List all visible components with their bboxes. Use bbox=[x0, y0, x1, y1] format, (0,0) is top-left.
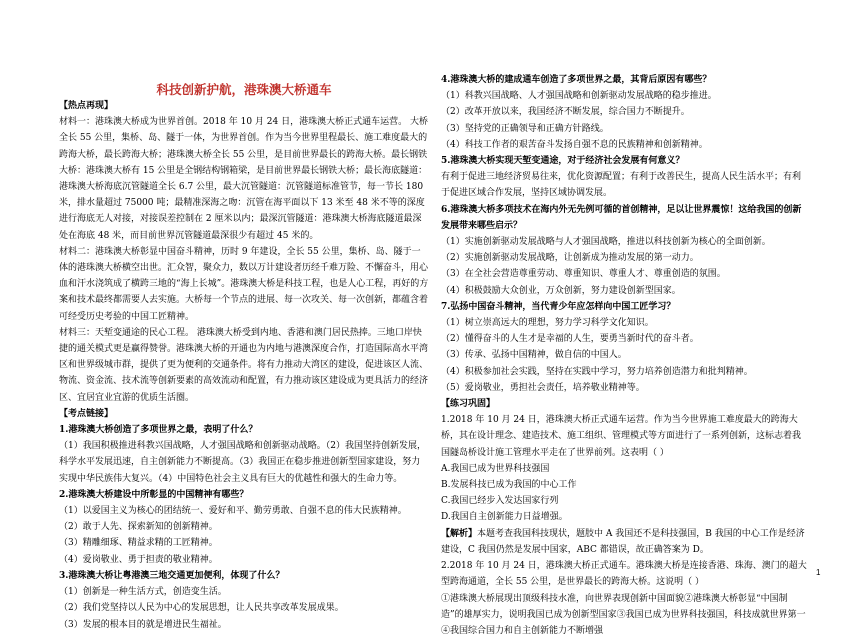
exercise-1: 1.2018 年 10 月 24 日，港珠澳大桥正式通车运营。作为当今世界施工难度最大的跨海大桥，其在设计理念、建造技术、施工组织、管理模式等方面进行了一系列创新，这标志着我国隧岛桥设计施工管理水平走在了世界前列。这表明（ ） bbox=[441, 412, 807, 461]
hotspot-heading: 【热点再现】 bbox=[59, 98, 429, 114]
answer-2-item: （2）敢于人先、探索新知的创新精神。 bbox=[59, 519, 429, 535]
answer-4-item: （3）坚持党的正确领导和正确方针路线。 bbox=[441, 121, 807, 137]
analysis bbox=[441, 526, 807, 558]
answer-3-item: （1）创新是一种生活方式，创造变生活。 bbox=[59, 584, 429, 600]
material-2: 材料二：港珠澳大桥彰显中国奋斗精神，历时 9 年建设，全长 55 公里，集桥、岛、隧于一体的港珠澳大桥横空出世。汇众智，聚众力，数以万计建设者历经千难万险、不懈奋斗，用心血和汗水浇筑成了横跨三地的“海上长城”。港珠澳大桥是科技工程，也是人心工程，再好的方案和技术最终都需要人去实施。大桥每一个节点的进展、每一次攻关、每一次创新，都蕴含着可经受历史考验的中国工匠精神。 bbox=[59, 244, 429, 325]
answer-7-item: （5）爱岗敬业，勇担社会责任，培养敬业精神等。 bbox=[441, 380, 807, 396]
answer-1: （1）我国积极推进科教兴国战略，人才强国战略和创新驱动战略。（2）我国坚持创新发展，科学水平发展迅速，自主创新能力不断提高。（3）我国正在稳步推进创新型国家建设，努力实现中华民族伟大复兴。（4）中国特色社会主义具有巨大的优越性和强大的生命力等。 bbox=[59, 438, 429, 487]
answer-2-item: （3）精雕细琢、精益求精的工匠精神。 bbox=[59, 535, 429, 551]
question-4: 4.港珠澳大桥的建成通车创造了多项世界之最，其背后原因有哪些？ bbox=[441, 72, 807, 88]
option-b: B.发展科技已成为我国的中心工作 bbox=[441, 477, 807, 493]
answer-6-item: （1）实施创新驱动发展战略与人才强国战略，推进以科技创新为核心的全面创新。 bbox=[441, 234, 807, 250]
analysis-label: 【解析】 bbox=[441, 529, 477, 539]
question-2: 2.港珠澳大桥建设中所彰显的中国精神有哪些？ bbox=[59, 487, 429, 503]
answer-5: 有利于促进三地经济贸易往来，优化资源配置；有利于改善民生，提高人民生活水平；有利于促进区域合作发展，坚持区域协调发展。 bbox=[441, 169, 807, 201]
question-5: 5.港珠澳大桥实现天堑变通途，对于经济社会发展有何意义？ bbox=[441, 153, 807, 169]
link-heading: 【考点链接】 bbox=[59, 406, 429, 422]
page-title: 科技创新护航，港珠澳大桥通车 bbox=[59, 80, 429, 98]
answer-7-item: （3）传承、弘扬中国精神，做自信的中国人。 bbox=[441, 347, 807, 363]
answer-4-item: （1）科教兴国战略、人才强国战略和创新驱动发展战略的稳步推进。 bbox=[441, 88, 807, 104]
option-d: D.我国自主创新能力日益增强。 bbox=[441, 509, 807, 525]
option-c: C.我国已经步入发达国家行列 bbox=[441, 493, 807, 509]
question-1: 1.港珠澳大桥创造了多项世界之最，表明了什么？ bbox=[59, 422, 429, 438]
exercise-2-statements: ①港珠澳大桥展现出顶级科技水准，向世界表现创新中国面貌②港珠澳大桥彰显“中国制造”的雄厚实力，说明我国已成为创新型国家③我国已成为世界科技强国，科技成就世界第一④我国综合国力和自主创新能力不断增强 bbox=[441, 591, 807, 639]
page-number: 1 bbox=[816, 568, 820, 577]
left-column bbox=[59, 98, 429, 633]
material-3: 材料三：天堑变通途的民心工程。 港珠澳大桥受到内地、香港和澳门居民热捧。三地口岸快捷的通关模式更是赢得赞誉。港珠澳大桥的开通也为内地与港澳深度合作，打造国际高水平湾区和世界级城市群，提供了更为便利的交通条件。将有力推动大湾区的建设，促进该区人流、物流、资金流、技术流等创新要素的高效流动和配置，有力推动该区建设成为更具活力的经济区、宜居宜业宜游的优质生活圈。 bbox=[59, 325, 429, 406]
answer-3-item: （2）我们党坚持以人民为中心的发展思想，让人民共享改革发展成果。 bbox=[59, 600, 429, 616]
practice-heading: 【练习巩固】 bbox=[441, 396, 807, 412]
answer-2-item: （4）爱岗敬业、勇于担责的敬业精神。 bbox=[59, 552, 429, 568]
answer-6-item: （2）实施创新驱动发展战略，让创新成为推动发展的第一动力。 bbox=[441, 250, 807, 266]
answer-4-item: （2）改革开放以来，我国经济不断发展，综合国力不断提升。 bbox=[441, 104, 807, 120]
right-column bbox=[441, 72, 807, 639]
exercise-2: 2.2018 年 10 月 24 日，港珠澳大桥正式通车。港珠澳大桥是连接香港、珠海、澳门的超大型跨海通道，全长 55 公里，是世界最长的跨海大桥。这说明（ ） bbox=[441, 558, 807, 590]
answer-7-item: （4）积极参加社会实践，坚持在实践中学习，努力培养创造潜力和批判精神。 bbox=[441, 364, 807, 380]
material-1: 材料一：港珠澳大桥成为世界首创。2018 年 10 月 24 日，港珠澳大桥正式通车运营。 大桥全长 55 公里，集桥、岛、隧于一体，为世界首创。作为当今世界里程最长、施工难度最大的跨海大桥，最长跨海大桥；港珠澳大桥全长 55 公里，是目前世界最长的跨海大桥。最长钢铁大桥：港珠澳大桥有 15 公里是全钢结构钢箱梁，是目前世界最长钢铁大桥；最长海底隧道：港珠澳大桥海底沉管隧道全长 6.7 公里，最大沉管隧道：沉管隧道标准管节，每一节长 180 米，排水量超过 75000 吨；最精准深海之吻：沉管在海平面以下 13 米至 48 米不等的深度进行海底无人对接，对接误差控制在 2 厘米以内；最深沉管隧道：港珠澳大桥海底隧道最深处在海底 48 米，而目前世界沉管隧道最深很少有超过 45 米的。 bbox=[59, 114, 429, 244]
answer-7-item: （1）树立崇高远大的理想，努力学习科学文化知识。 bbox=[441, 315, 807, 331]
answer-6-item: （3）在全社会营造尊重劳动、尊重知识、尊重人才、尊重创造的氛围。 bbox=[441, 266, 807, 282]
answer-7-item: （2）懂得奋斗的人生才是幸福的人生，要勇当新时代的奋斗者。 bbox=[441, 331, 807, 347]
answer-6-item: （4）积极鼓励大众创业，万众创新，努力建设创新型国家。 bbox=[441, 283, 807, 299]
question-3: 3.港珠澳大桥让粤港澳三地交通更加便利，体现了什么？ bbox=[59, 568, 429, 584]
answer-4-item: （4）科技工作者的艰苦奋斗发扬自强不息的民族精神和创新精神。 bbox=[441, 137, 807, 153]
question-6: 6.港珠澳大桥多项技术在海内外无先例可循的首创精神，足以让世界震惊！这给我国的创新发展带来哪些启示？ bbox=[441, 202, 807, 234]
analysis-text: 本题考查我国科技现状，题肢中 A 我国还不是科技强国，B 我国的中心工作是经济建设，C 我国仍然是发展中国家，ABC 都错误，故正确答案为 D。 bbox=[441, 529, 805, 555]
answer-3-item: （3）发展的根本目的就是增进民生福祉。 bbox=[59, 617, 429, 633]
question-7: 7.弘扬中国奋斗精神，当代青少年应怎样向中国工匠学习？ bbox=[441, 299, 807, 315]
option-a: A.我国已成为世界科技强国 bbox=[441, 461, 807, 477]
answer-2-item: （1）以爱国主义为核心的团结统一、爱好和平、勤劳勇敢、自强不息的伟大民族精神。 bbox=[59, 503, 429, 519]
